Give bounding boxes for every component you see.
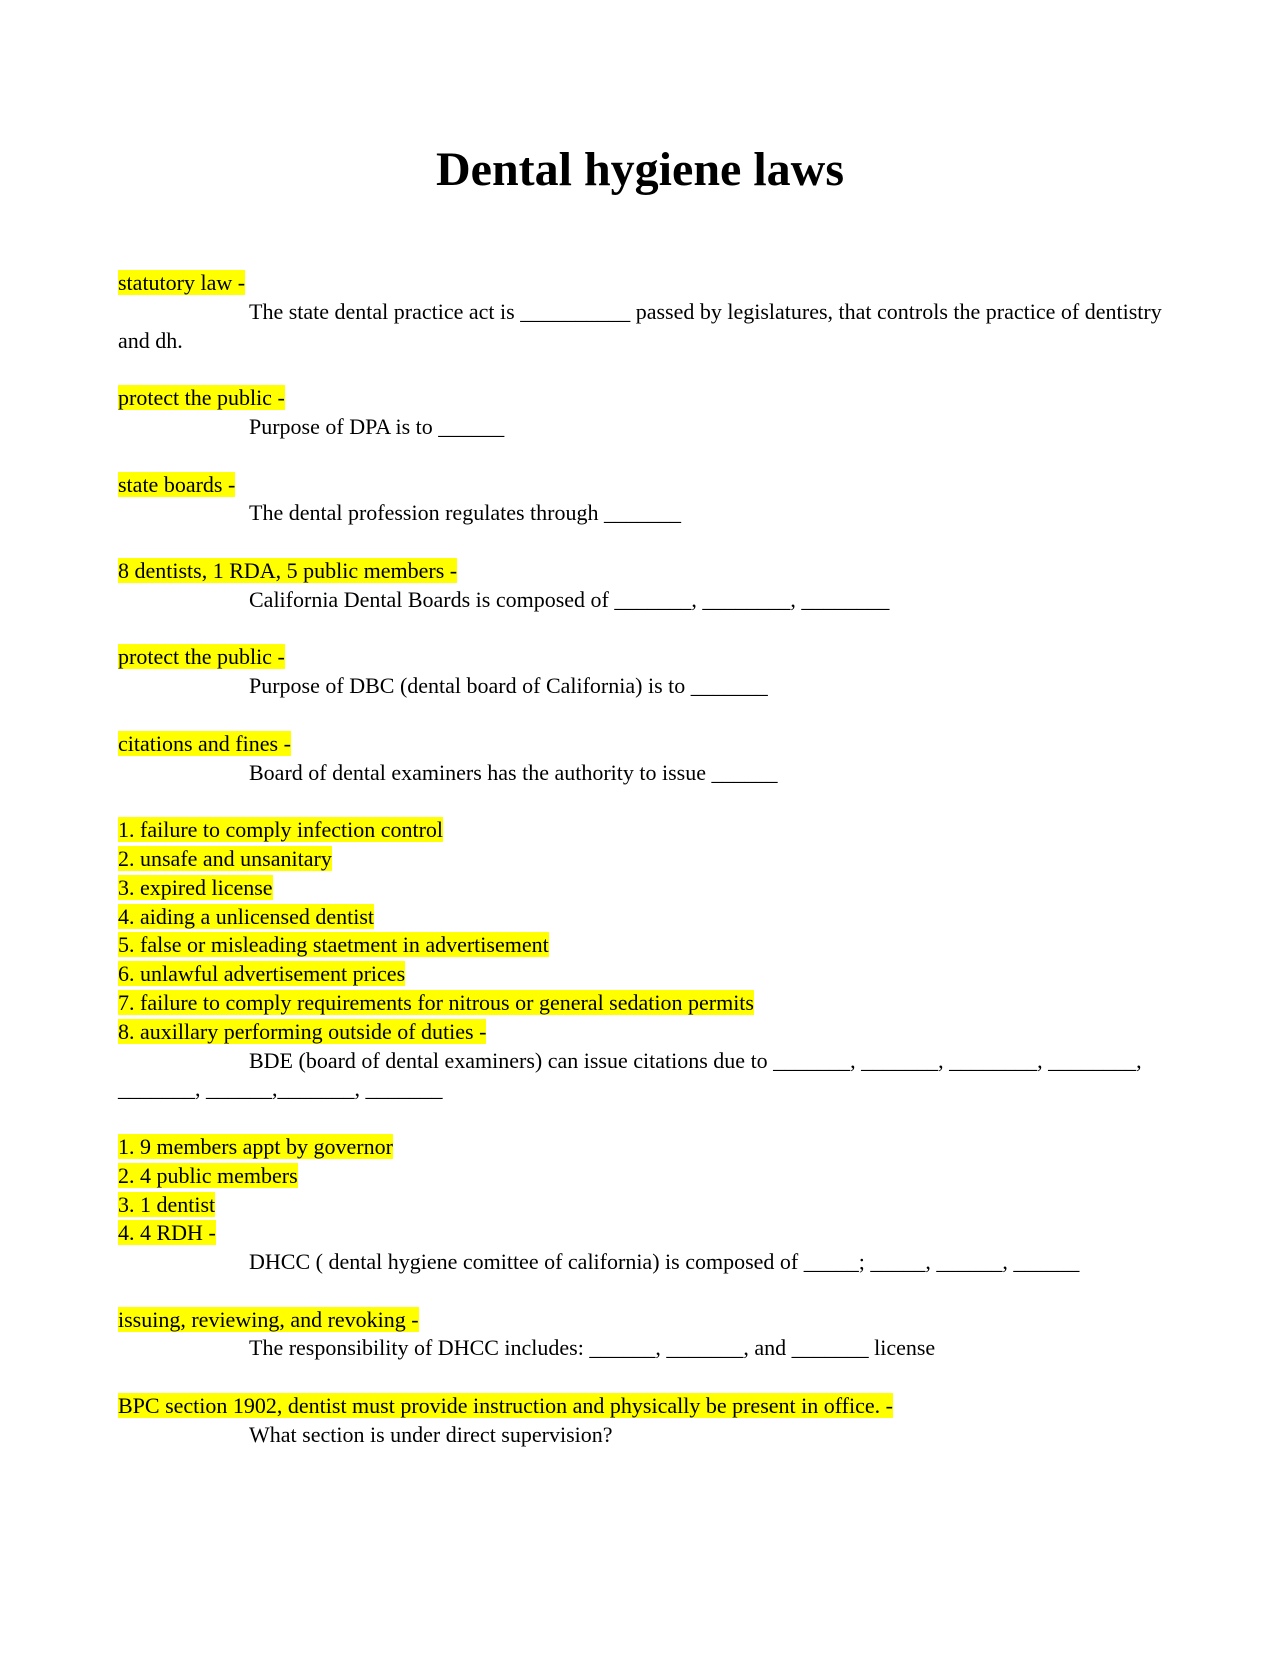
answer-text: protect the public -: [118, 644, 285, 670]
answer-text: 8. auxillary performing outside of duties -: [118, 1018, 487, 1044]
answer-line: [118, 931, 1168, 960]
answer-line: [118, 557, 1168, 586]
question-text: The state dental practice act is __________ passed by legislatures, that controls the practice of dentistry and dh.: [118, 298, 1162, 353]
flashcard: [118, 730, 1168, 788]
answer-line: [118, 471, 1168, 500]
flashcard: [118, 1306, 1168, 1364]
flashcard: [118, 1392, 1168, 1450]
answer-line: [118, 1191, 1168, 1220]
question-text: BDE (board of dental examiners) can issue citations due to _______, _______, ________, ________, _______, ______,_______, _______: [118, 1047, 1142, 1102]
question-text: California Dental Boards is composed of _______, ________, ________: [249, 586, 890, 612]
question-text: Board of dental examiners has the authority to issue ______: [249, 759, 778, 785]
answer-line: [118, 903, 1168, 932]
answer-line: [118, 730, 1168, 759]
answer-text: issuing, reviewing, and revoking -: [118, 1306, 419, 1332]
answer-text: 4. 4 RDH -: [118, 1220, 216, 1246]
flashcard: [118, 643, 1168, 701]
answer-text: 4. aiding a unlicensed dentist: [118, 903, 374, 929]
answer-line: [118, 643, 1168, 672]
answer-line: [118, 1392, 1168, 1421]
question-text: Purpose of DBC (dental board of California) is to _______: [249, 673, 768, 699]
question-text: The responsibility of DHCC includes: ______, _______, and _______ license: [249, 1335, 936, 1361]
answer-text: 6. unlawful advertisement prices: [118, 961, 406, 987]
answer-line: [118, 989, 1168, 1018]
answer-line: [118, 384, 1168, 413]
question-text: Purpose of DPA is to ______: [249, 413, 505, 439]
answer-line: [118, 1219, 1168, 1248]
answer-line: [118, 874, 1168, 903]
answer-text: 8 dentists, 1 RDA, 5 public members -: [118, 557, 458, 583]
answer-text: 1. 9 members appt by governor: [118, 1133, 393, 1159]
question-text: DHCC ( dental hygiene comittee of california) is composed of _____; _____, ______, ______: [249, 1249, 1080, 1275]
answer-text: citations and fines -: [118, 730, 291, 756]
answer-text: 2. unsafe and unsanitary: [118, 845, 332, 871]
flashcard: [118, 269, 1168, 355]
answer-text: 2. 4 public members: [118, 1162, 298, 1188]
question-text: What section is under direct supervision?: [249, 1421, 613, 1447]
answer-text: statutory law -: [118, 270, 246, 295]
page-title: Dental hygiene laws: [436, 143, 844, 196]
answer-line: [118, 816, 1168, 845]
answer-line: [118, 1133, 1168, 1162]
answer-line: [118, 269, 1168, 298]
flashcard: [118, 816, 1168, 1104]
answer-line: [118, 960, 1168, 989]
answer-text: 5. false or misleading staetment in advertisement: [118, 932, 549, 958]
answer-text: 7. failure to comply requirements for nitrous or general sedation permits: [118, 989, 754, 1015]
answer-line: [118, 845, 1168, 874]
answer-text: 3. expired license: [118, 874, 273, 900]
answer-text: 1. failure to comply infection control: [118, 817, 444, 843]
flashcard-list: [118, 269, 1168, 1478]
answer-text: 3. 1 dentist: [118, 1191, 216, 1217]
answer-text: state boards -: [118, 471, 236, 497]
answer-line: [118, 1306, 1168, 1335]
answer-text: BPC section 1902, dentist must provide instruction and physically be present in office. -: [118, 1393, 893, 1419]
answer-line: [118, 1162, 1168, 1191]
flashcard: [118, 471, 1168, 529]
answer-line: [118, 1018, 1168, 1047]
flashcard: [118, 557, 1168, 615]
flashcard: [118, 384, 1168, 442]
question-text: The dental profession regulates through _______: [249, 500, 681, 526]
answer-text: protect the public -: [118, 385, 285, 411]
flashcard: [118, 1133, 1168, 1277]
